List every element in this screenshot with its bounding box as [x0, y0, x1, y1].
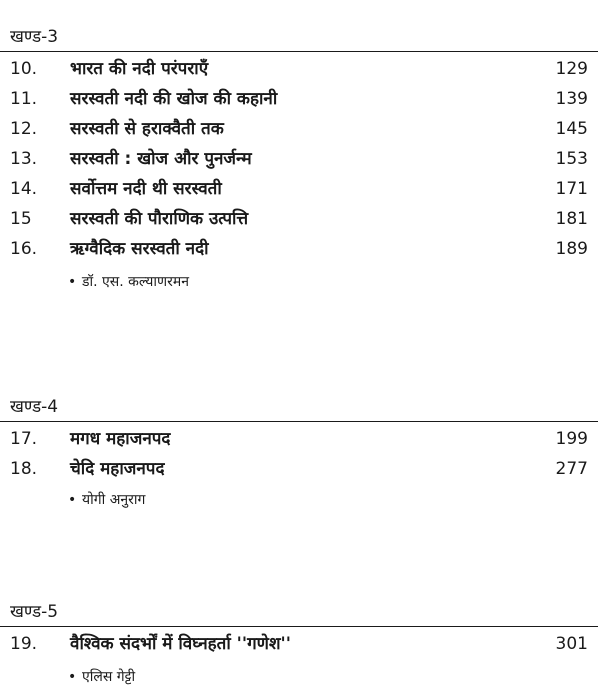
entry-number: 12. [10, 119, 38, 139]
toc-entry[interactable] [0, 145, 600, 173]
entry-title: सरस्वती : खोज और पुनर्जन्म [70, 149, 252, 169]
entry-title: वैश्विक संदर्भों में विघ्नहर्ता ''गणेश'' [70, 634, 291, 654]
bullet-icon: • [68, 274, 77, 290]
section-divider [0, 51, 598, 52]
toc-entry[interactable] [0, 205, 600, 233]
entry-number: 13. [10, 149, 38, 169]
author-credit [68, 668, 135, 686]
section-divider [0, 626, 598, 627]
entry-page-number: 189 [555, 239, 588, 259]
author-name: डॉ. एस. कल्याणरमन [82, 274, 190, 290]
toc-entry[interactable] [0, 115, 600, 143]
toc-entry[interactable] [0, 630, 600, 658]
entry-page-number: 277 [555, 459, 588, 479]
entry-title: भारत की नदी परंपराएँ [70, 59, 209, 79]
entry-title: ऋग्वैदिक सरस्वती नदी [70, 239, 209, 259]
entry-number: 17. [10, 429, 38, 449]
entry-page-number: 153 [555, 149, 588, 169]
entry-page-number: 145 [555, 119, 588, 139]
author-name: एलिस गेट्टी [82, 669, 136, 685]
entry-title: सरस्वती की पौराणिक उत्पत्ति [70, 209, 249, 229]
section-heading: खण्ड-3 [10, 27, 59, 47]
entry-page-number: 301 [555, 634, 588, 654]
author-credit [68, 491, 145, 509]
author-name: योगी अनुराग [82, 492, 146, 508]
entry-number: 19. [10, 634, 38, 654]
entry-title: चेदि महाजनपद [70, 459, 165, 479]
entry-number: 16. [10, 239, 38, 259]
entry-page-number: 181 [555, 209, 588, 229]
section-heading: खण्ड-5 [10, 602, 59, 622]
entry-number: 10. [10, 59, 38, 79]
entry-page-number: 139 [555, 89, 588, 109]
entry-page-number: 199 [555, 429, 588, 449]
bullet-icon: • [68, 492, 77, 508]
bullet-icon: • [68, 669, 77, 685]
toc-entry[interactable] [0, 235, 600, 263]
entry-title: सरस्वती से हराक्वैती तक [70, 119, 224, 139]
entry-title: सर्वोत्तम नदी थी सरस्वती [70, 179, 222, 199]
entry-number: 15 [10, 209, 32, 229]
entry-title: सरस्वती नदी की खोज की कहानी [70, 89, 278, 109]
entry-title: मगध महाजनपद [70, 429, 171, 449]
entry-page-number: 171 [555, 179, 588, 199]
toc-entry[interactable] [0, 425, 600, 453]
entry-number: 18. [10, 459, 38, 479]
author-credit [68, 273, 189, 291]
entry-number: 14. [10, 179, 38, 199]
toc-entry[interactable] [0, 85, 600, 113]
toc-entry[interactable] [0, 455, 600, 483]
section-heading: खण्ड-4 [10, 397, 59, 417]
toc-entry[interactable] [0, 175, 600, 203]
section-divider [0, 421, 598, 422]
entry-number: 11. [10, 89, 38, 109]
toc-entry[interactable] [0, 55, 600, 83]
entry-page-number: 129 [555, 59, 588, 79]
